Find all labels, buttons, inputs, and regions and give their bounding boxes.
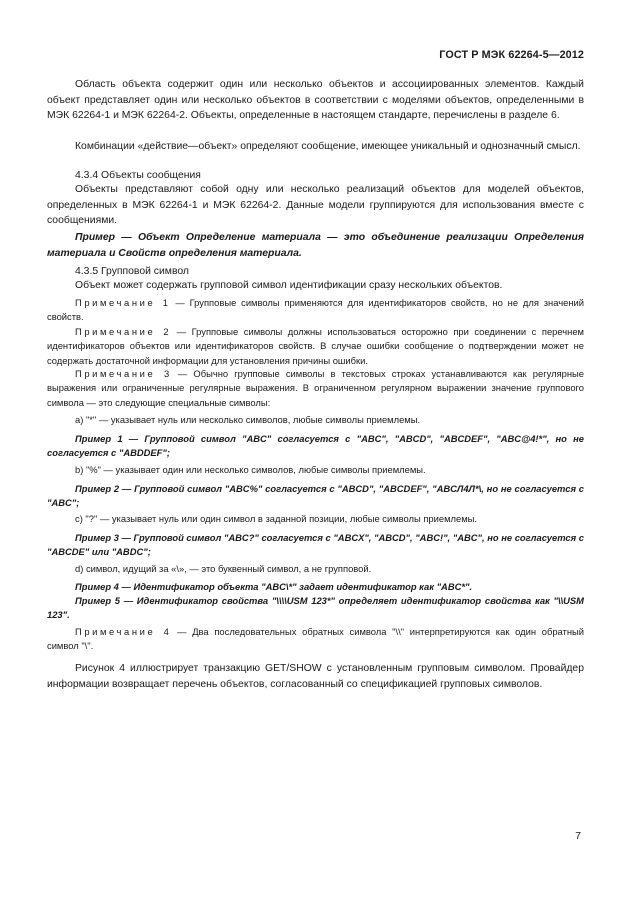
note-4-label: Примечание 4 bbox=[75, 626, 172, 637]
note-1-text: — Групповые символы применяются для идентификаторов свойств, но не для значений свойств. bbox=[47, 297, 584, 323]
paragraph-action-object: Комбинации «действие—объект» определяют сообщение, имеющее уникальный и однозначный смысл. bbox=[75, 141, 581, 152]
paragraph-figure-4: Рисунок 4 иллюстрирует транзакцию GET/SHOW с установленным групповым символом. Провайдер информации возвращает перечень объектов, согласованный со спецификацией групповых символов. bbox=[47, 663, 584, 690]
note-2-label: Примечание 2 bbox=[75, 326, 172, 337]
example-3: Пример 3 — Групповой символ "ABC?" согласуется с "ABCX", "ABCD", "ABC!", "ABC", но не согласуется с "ABCDE" или "ABDC"; bbox=[47, 532, 584, 558]
running-header: ГОСТ Р МЭК 62264-5—2012 bbox=[439, 49, 584, 61]
paragraph-wildcard-intro: Объект может содержать групповой символ идентификации сразу нескольких объектов. bbox=[75, 280, 503, 291]
example-5: Пример 5 — Идентификатор свойства "\\\\USM 123*" определяет идентификатор свойства как "\\USM 123". bbox=[47, 595, 584, 621]
note-4 bbox=[47, 625, 584, 654]
paragraph-object-area: Область объекта содержит один или несколько объектов и ассоциированных элементов. Каждый объект представляет один или несколько объектов в соответствии с моделями объектов, определенными в МЭК 62264-1 и МЭК 62264-2. Объекты, определенные в настоящем стандарте, перечислены в разделе 6. bbox=[47, 79, 584, 122]
note-3-text: — Обычно групповые символы в текстовых строках устанавливаются как регулярные выражения или ограниченные регулярные выражения. В ограниченном регулярном выражении значение группового символа — это следующие специальные символы: bbox=[47, 368, 584, 408]
section-heading-4-3-4: 4.3.4 Объекты сообщения bbox=[75, 170, 201, 181]
section-heading-4-3-5: 4.3.5 Групповой символ bbox=[75, 266, 189, 277]
note-1 bbox=[47, 296, 584, 325]
example-2: Пример 2 — Групповой символ "ABC%" согласуется с "ABCD", "ABCDEF", "ABCЛ4Л*\, но не согласуется с "ABC"; bbox=[47, 483, 584, 509]
note-3-label: Примечание 3 bbox=[75, 368, 172, 379]
note-3 bbox=[47, 367, 584, 410]
paragraph-message-objects: Объекты представляют собой одну или несколько реализаций объектов для моделей объектов, определенных в МЭК 62264-1 и МЭК 62264-2. Данные модели группируются для использования вместе с сообщениями. bbox=[47, 184, 584, 227]
page-number: 7 bbox=[575, 831, 581, 842]
note-1-label: Примечание 1 bbox=[75, 297, 171, 308]
list-item-c: c) "?" — указывает нуль или один символ в заданной позиции, любые символы приемлемы. bbox=[75, 513, 478, 524]
note-2 bbox=[47, 325, 584, 368]
list-item-d: d) символ, идущий за «\», — это буквенный символ, а не групповой. bbox=[75, 563, 372, 574]
note-2-text: — Групповые символы должны использоваться осторожно при соединении с перечнем идентификаторов объектов или идентификаторов свойств. В случае ошибки сообщение о подтверждении может не содержать достаточной информации для установления причины ошибки. bbox=[47, 326, 584, 366]
example-4: Пример 4 — Идентификатор объекта "ABC\*" задает идентификатор как "ABC*". bbox=[75, 581, 473, 592]
example-1: Пример 1 — Групповой символ "ABC" согласуется с "ABC", "ABCD", "ABCDEF", "ABC@4!*", но не согласуется с "ABDDEF"; bbox=[47, 433, 584, 459]
list-item-a: a) "*" — указывает нуль или несколько символов, любые символы приемлемы. bbox=[75, 414, 421, 425]
list-item-b: b) "%" — указывает один или несколько символов, любые символы приемлемы. bbox=[75, 464, 426, 475]
note-4-text: — Два последовательных обратных символа "\\" интерпретируются как один обратный символ "\". bbox=[47, 626, 584, 652]
example-object-definition: Пример — Объект Определение материала — это объединение реализации Определения материала и Свойств определения материала. bbox=[47, 232, 584, 259]
